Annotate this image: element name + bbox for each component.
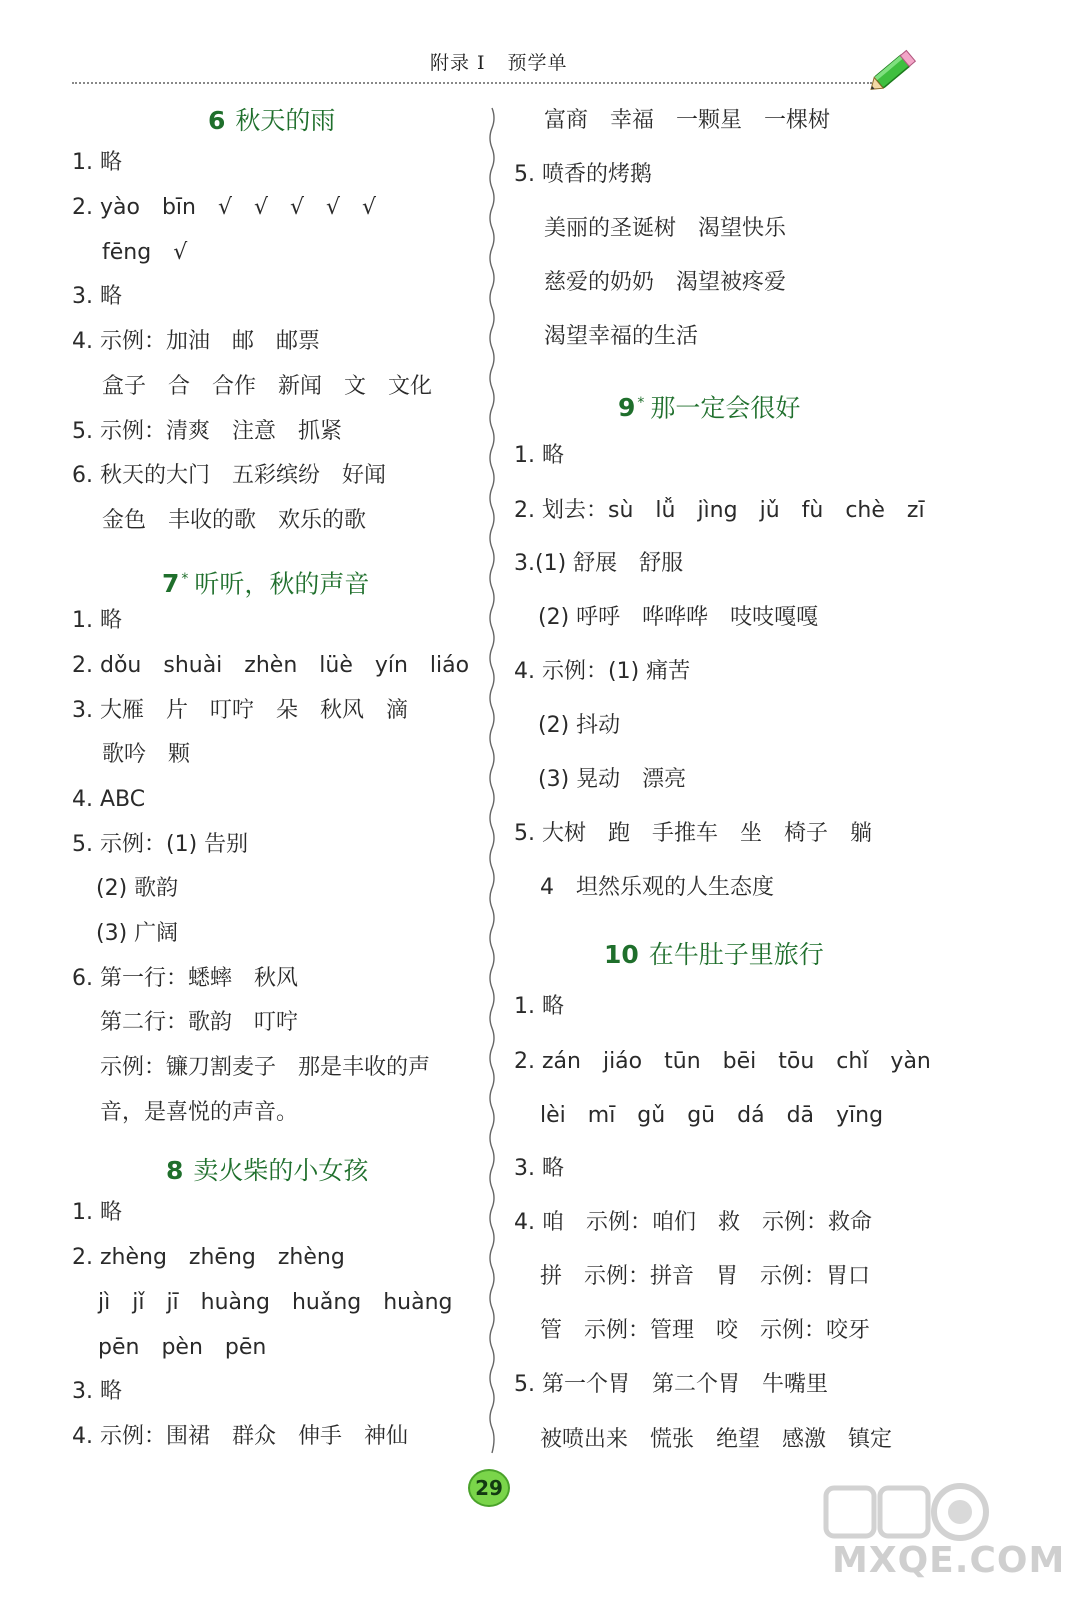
answer-line: pēn pèn pēn	[98, 1335, 267, 1360]
answer-line: 5. 示例：清爽 注意 抓紧	[72, 419, 342, 444]
answer-line: 6. 第一行：蟋蟀 秋风	[72, 966, 298, 991]
page-number: 29	[468, 1469, 510, 1507]
answer-line: 慈爱的奶奶 渴望被疼爱	[544, 270, 787, 295]
lesson-9-title	[618, 386, 800, 425]
lesson-number: 10	[604, 940, 639, 969]
answer-line: 4. 示例：围裙 群众 伸手 神仙	[72, 1424, 408, 1449]
answer-line: 富商 幸福 一颗星 一棵树	[544, 108, 831, 133]
answer-line: 4 坦然乐观的人生态度	[540, 875, 774, 900]
watermark-logo	[822, 1478, 1065, 1588]
header-title: 预学单	[507, 52, 568, 74]
lesson-8-title	[166, 1154, 368, 1188]
lesson-number: 7	[162, 569, 180, 599]
lesson-name: 卖火柴的小女孩	[193, 1156, 369, 1185]
answer-line: lèi mī gǔ gū dá dā yīng	[540, 1103, 884, 1128]
header-text	[430, 48, 568, 75]
answer-line: 6. 秋天的大门 五彩缤纷 好闻	[72, 463, 386, 488]
answer-line: 1. 略	[72, 150, 122, 175]
lesson-name: 听听，秋的声音	[194, 569, 370, 599]
answer-line: 5. 喷香的烤鹅	[514, 162, 652, 187]
answer-line: 3. 略	[514, 1156, 564, 1181]
answer-line: 5. 大树 跑 手推车 坐 椅子 躺	[514, 821, 872, 846]
answer-line: 4. 示例：(1) 痛苦	[514, 659, 691, 684]
answer-line: 5. 第一个胃 第二个胃 牛嘴里	[514, 1372, 828, 1397]
answer-line: 2. zhèng zhēng zhèng	[72, 1245, 345, 1270]
answer-line: 5. 示例：(1) 告别	[72, 832, 249, 857]
answer-line: 2. yào bīn √ √ √ √ √	[72, 195, 377, 220]
answer-line: 3.(1) 舒展 舒服	[514, 551, 684, 576]
answer-line: 示例：镰刀割麦子 那是丰收的声	[100, 1055, 431, 1080]
answer-line: 盒子 合 合作 新闻 文 文化	[102, 374, 433, 399]
answer-line: 3. 略	[72, 1379, 122, 1404]
answer-line: (2) 歌韵	[96, 876, 179, 901]
answer-line: 4. ABC	[72, 787, 146, 812]
answer-line: 2. zán jiáo tūn bēi tōu chǐ yàn	[514, 1049, 931, 1074]
lesson-star: *	[637, 395, 645, 411]
page-header	[0, 42, 1018, 82]
answer-line: (3) 广阔	[96, 921, 179, 946]
answer-line: (3) 晃动 漂亮	[538, 767, 687, 792]
lesson-name: 秋天的雨	[235, 106, 336, 135]
answer-line: 音，是喜悦的声音。	[100, 1100, 299, 1125]
answer-line: 1. 略	[72, 1200, 122, 1225]
watermark-icon	[822, 1478, 992, 1548]
lesson-name: 那一定会很好	[650, 393, 801, 423]
lesson-number: 8	[166, 1156, 184, 1185]
answer-line: 2. 划去：sù lǚ jìng jǔ fù chè zī	[514, 498, 925, 523]
answer-line: jì jǐ jī huàng huǎng huàng	[98, 1290, 453, 1315]
lesson-star: *	[181, 571, 189, 587]
answer-line: 3. 大雁 片 叮咛 朵 秋风 滴	[72, 698, 408, 723]
header-section: 附录 I	[430, 52, 486, 74]
column-divider	[486, 108, 498, 1453]
answer-line: 第二行：歌韵 叮咛	[100, 1010, 299, 1035]
lesson-number: 9	[618, 393, 636, 423]
answer-line: 2. dǒu shuài zhèn lüè yín liáo	[72, 653, 470, 678]
answer-line: 1. 略	[514, 443, 564, 468]
pencil-icon	[864, 42, 924, 98]
answer-line: fēng √	[102, 240, 188, 265]
watermark-text: MXQE.COM	[832, 1540, 1065, 1581]
answer-line: 4. 示例：加油 邮 邮票	[72, 329, 320, 354]
answer-line: 歌吟 颗	[102, 742, 191, 767]
answer-line: 渴望幸福的生活	[544, 324, 699, 349]
answer-line: 金色 丰收的歌 欢乐的歌	[102, 508, 367, 533]
answer-line: 1. 略	[72, 608, 122, 633]
answer-line: 1. 略	[514, 994, 564, 1019]
lesson-7-title	[162, 562, 369, 601]
answer-line: 拼 示例：拼音 胃 示例：胃口	[540, 1264, 871, 1289]
header-dotted-rule	[72, 82, 872, 84]
answer-line: 管 示例：管理 咬 示例：咬牙	[540, 1318, 871, 1343]
lesson-6-title	[208, 104, 335, 138]
answer-line: 美丽的圣诞树 渴望快乐	[544, 216, 787, 241]
answer-line: 被喷出来 慌张 绝望 感激 镇定	[540, 1427, 893, 1452]
answer-line: 4. 咱 示例：咱们 救 示例：救命	[514, 1210, 872, 1235]
lesson-name: 在牛肚子里旅行	[648, 940, 824, 969]
answer-line: 3. 略	[72, 284, 122, 309]
lesson-number: 6	[208, 106, 226, 135]
lesson-10-title	[604, 938, 824, 972]
answer-line: (2) 呼呼 哗哗哗 吱吱嘎嘎	[538, 605, 819, 630]
answer-line: (2) 抖动	[538, 713, 621, 738]
